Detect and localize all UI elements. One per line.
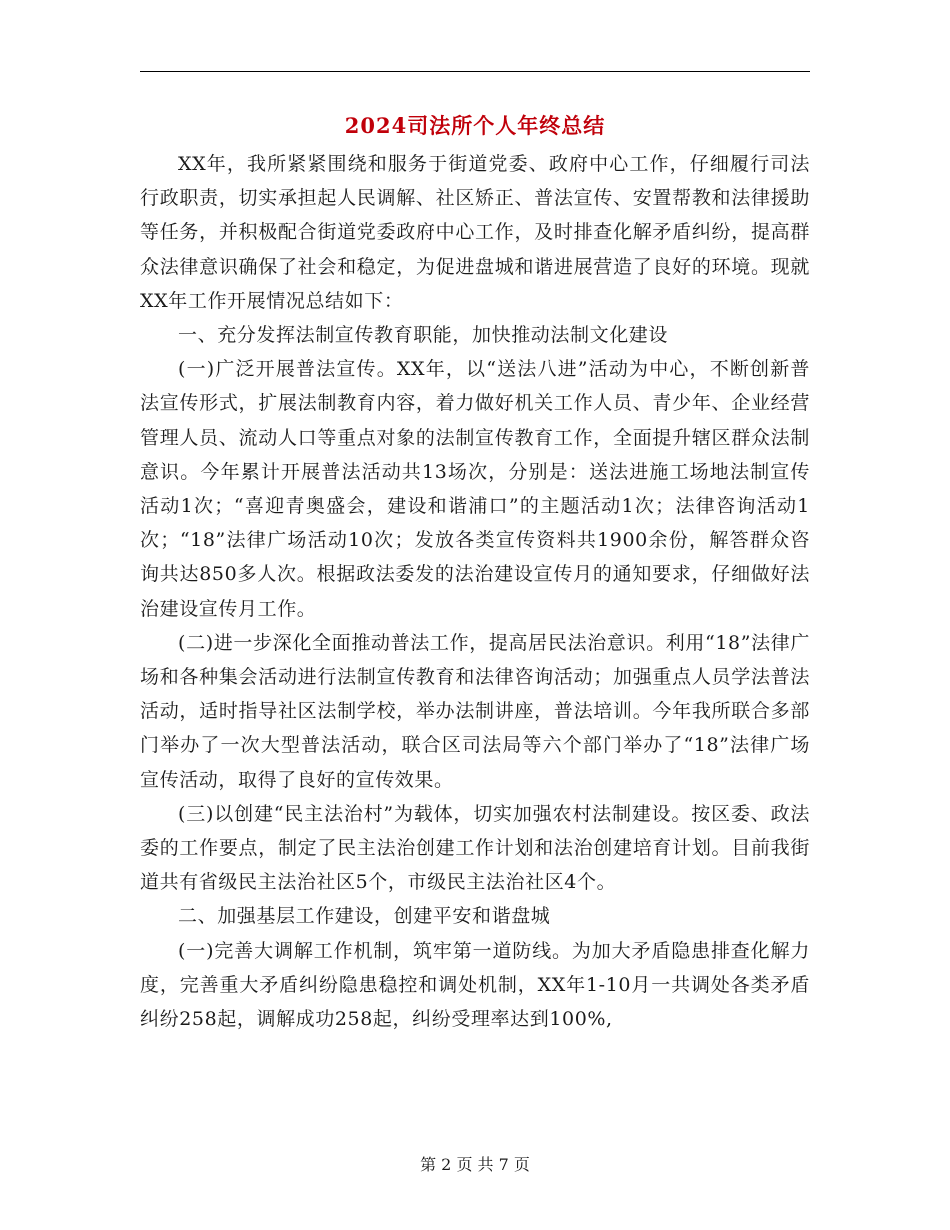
- body-paragraph-1-3: (三)以创建“民主法治村”为载体，切实加强农村法制建设。按区委、政法委的工作要点，制定了民主法治创建工作计划和法治创建培育计划。目前我街道共有省级民主法治社区5个，市级民主法治社区4个。: [140, 802, 810, 894]
- body-paragraph-2-1: (一)完善大调解工作机制，筑牢第一道防线。为加大矛盾隐患排查化解力度，完善重大矛盾纠纷隐患稳控和调处机制，XX年1-10月一共调处各类矛盾纠纷258起，调解成功258起，纠纷受理率达到100%,: [140, 939, 810, 1031]
- section-heading-2: 二、加强基层工作建设，创建平安和谐盘城: [178, 905, 551, 928]
- page-number-footer: 第 2 页 共 7 页: [420, 1155, 530, 1174]
- document-body: [140, 147, 810, 1036]
- document-title: 2024司法所个人年终总结: [344, 113, 606, 138]
- body-paragraph-1-1: (一)广泛开展普法宣传。XX年，以“送法八进”活动为中心，不断创新普法宣传形式，扩展法制教育内容，着力做好机关工作人员、青少年、企业经营管理人员、流动人口等重点对象的法制宣传教育工作，全面提升辖区群众法制意识。今年累计开展普法活动共13场次，分别是：送法进施工场地法制宣传活动1次；“喜迎青奥盛会，建设和谐浦口”的主题活动1次；法律咨询活动1次；“18”法律广场活动10次；发放各类宣传资料共1900余份，解答群众咨询共达850多人次。根据政法委发的法治建设宣传月的通知要求，仔细做好法治建设宣传月工作。: [140, 358, 810, 620]
- body-paragraph-intro: XX年，我所紧紧围绕和服务于街道党委、政府中心工作，仔细履行司法行政职责，切实承担起人民调解、社区矫正、普法宣传、安置帮教和法律援助等任务，并积极配合街道党委政府中心工作，及时排查化解矛盾纠纷，提高群众法律意识确保了社会和稳定，为促进盘城和谐进展营造了良好的环境。现就XX年工作开展情况总结如下：: [140, 153, 810, 312]
- header-rule: [140, 71, 810, 72]
- body-paragraph-1-2: (二)进一步深化全面推动普法工作，提高居民法治意识。利用“18”法律广场和各种集会活动进行法制宣传教育和法律咨询活动；加强重点人员学法普法活动，适时指导社区法制学校，举办法制讲座，普法培训。今年我所联合多部门举办了一次大型普法活动，联合区司法局等六个部门举办了“18”法律广场宣传活动，取得了良好的宣传效果。: [140, 631, 810, 791]
- section-heading-1: 一、充分发挥法制宣传教育职能，加快推动法制文化建设: [178, 324, 669, 347]
